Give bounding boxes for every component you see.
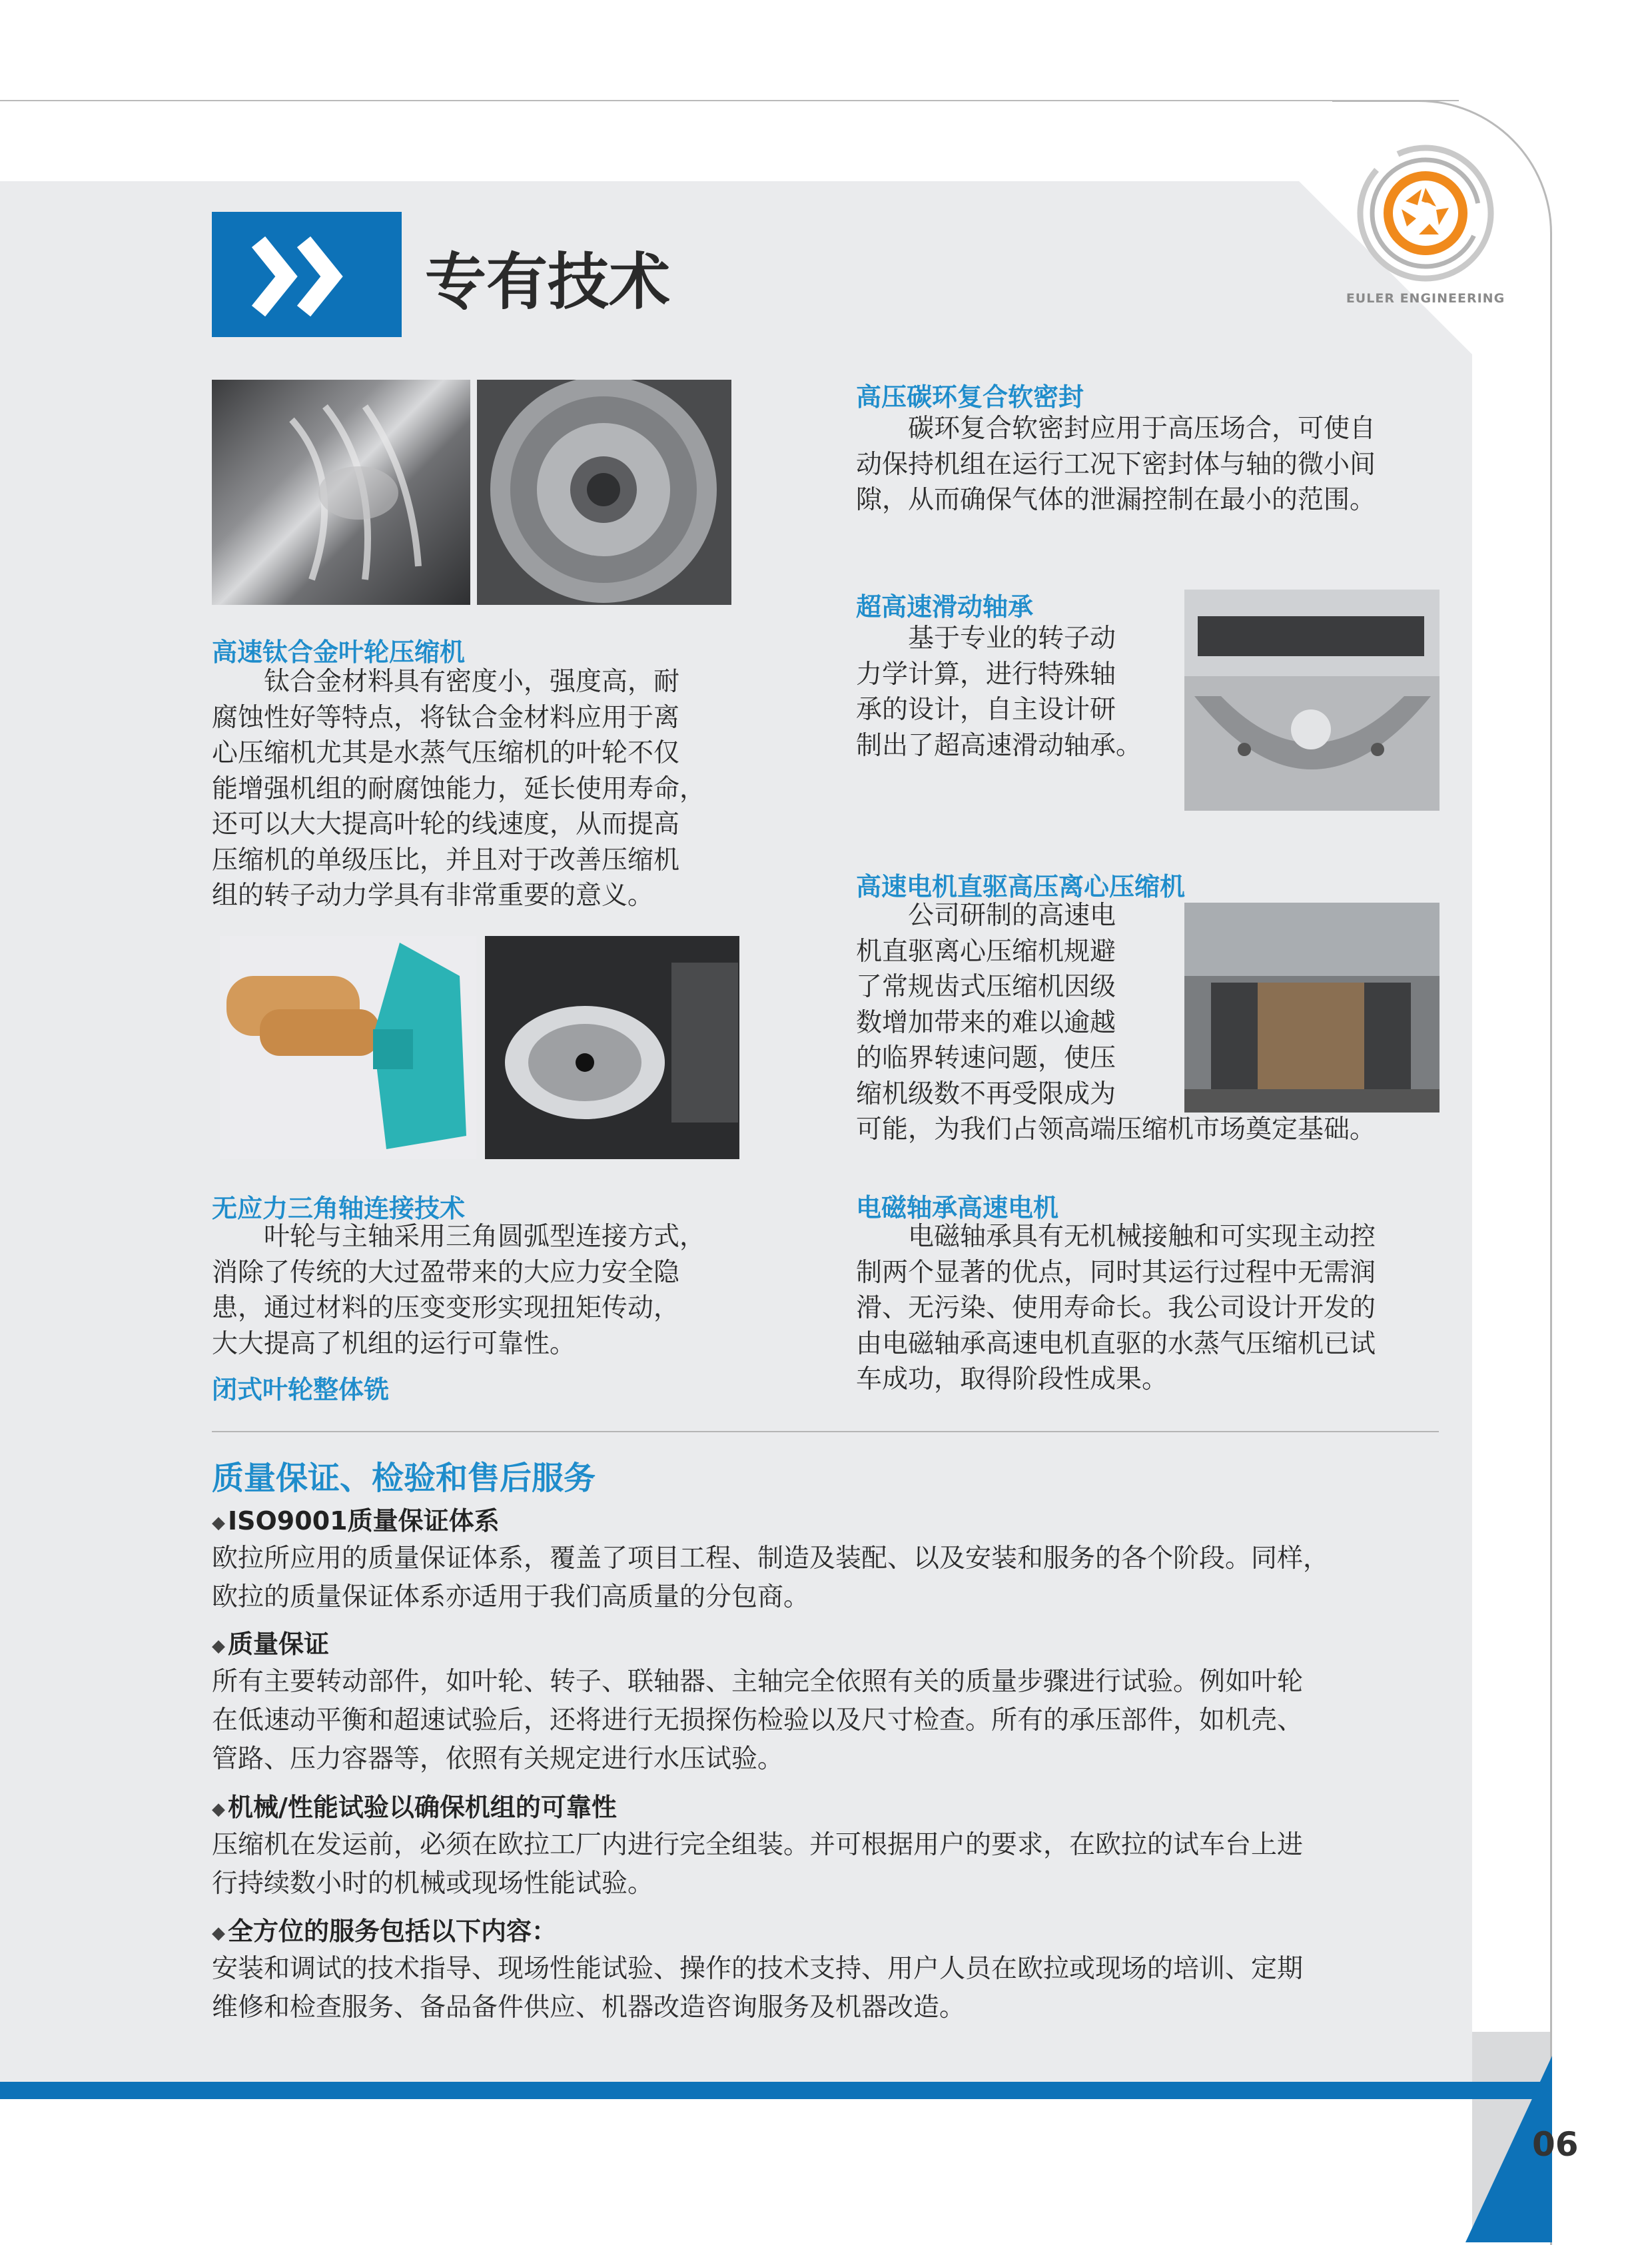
text-line: 消除了传统的大过盈带来的大应力安全隐	[212, 1257, 680, 1288]
left-s2-title: 无应力三角轴连接技术	[212, 1194, 466, 1223]
page-number: 06	[1532, 2125, 1579, 2164]
euler-logo-icon	[1352, 140, 1499, 286]
logo-text: EULER ENGINEERING	[1346, 291, 1505, 306]
text-line: 公司研制的高速电	[908, 901, 1116, 931]
text-line: 压缩机在发运前，必须在欧拉工厂内进行完全组装。并可根据用户的要求，在欧拉的试车台上进	[212, 1830, 1304, 1860]
quality-subheading: ◆ 质量保证	[212, 1629, 330, 1659]
photo-direct-drive-compressor	[1184, 903, 1440, 1113]
left-s1-body	[212, 664, 771, 914]
text-line: 制两个显著的优点，同时其运行过程中无需润	[856, 1257, 1376, 1288]
text-line: 由电磁轴承高速电机直驱的水蒸气压缩机已试	[856, 1328, 1376, 1359]
frame-right-line	[1550, 280, 1552, 2245]
quality-item-iso9001	[212, 1500, 1451, 1617]
text-line: 机直驱离心压缩机规避	[856, 936, 1116, 967]
right-s4-body	[856, 1219, 1455, 1398]
text-line: 的临界转速问题，使压	[856, 1043, 1116, 1073]
right-s2-title: 超高速滑动轴承	[856, 592, 1034, 622]
section-divider	[212, 1431, 1439, 1432]
text-line: 碳环复合软密封应用于高压场合，可使自	[908, 414, 1376, 444]
text-line: 叶轮与主轴采用三角圆弧型连接方式，	[264, 1222, 706, 1252]
text-line: 管路、压力容器等，依照有关规定进行水压试验。	[212, 1744, 784, 1774]
photo-closed-impeller	[485, 936, 739, 1159]
text-line: 心压缩机尤其是水蒸气压缩机的叶轮不仅	[212, 738, 680, 768]
text-line: 制出了超高速滑动轴承。	[856, 730, 1142, 761]
quality-item-assurance	[212, 1623, 1451, 1779]
text-line: 欧拉的质量保证体系亦适用于我们高质量的分包商。	[212, 1582, 810, 1612]
text-line: 承的设计，自主设计研	[856, 695, 1116, 725]
footer-blue-bar	[0, 2082, 1552, 2099]
text-line: 动保持机组在运行工况下密封体与轴的微小间	[856, 449, 1376, 480]
text-line: 还可以大大提高叶轮的线速度，从而提高	[212, 809, 680, 839]
diamond-bullet-icon: ◆	[212, 1635, 225, 1656]
frame-top-line	[0, 100, 1459, 101]
right-s3-title: 高速电机直驱高压离心压缩机	[856, 872, 1186, 901]
quality-subheading: ◆ 全方位的服务包括以下内容：	[212, 1917, 558, 1946]
text-line: 腐蚀性好等特点，将钛合金材料应用于离	[212, 702, 680, 733]
text-line: 缩机级数不再受限成为	[856, 1079, 1116, 1109]
text-line: 隙，从而确保气体的泄漏控制在最小的范围。	[856, 485, 1376, 515]
text-line: 力学计算，进行特殊轴	[856, 659, 1116, 689]
text-line: 车成功，取得阶段性成果。	[856, 1364, 1168, 1394]
left-s2-body	[212, 1219, 771, 1362]
text-line: 数增加带来的难以逾越	[856, 1007, 1116, 1038]
text-line: 患，通过材料的压变变形实现扭矩传动，	[212, 1293, 680, 1323]
diamond-bullet-icon: ◆	[212, 1512, 225, 1533]
text-line: 维修和检查服务、备品备件供应、机器改造咨询服务及机器改造。	[212, 1993, 966, 2022]
photo-triangle-shaft-cad	[220, 936, 476, 1159]
text-line: 所有主要转动部件，如叶轮、转子、联轴器、主轴完全依照有关的质量步骤进行试验。例如叶轮	[212, 1667, 1304, 1697]
text-line: 压缩机的单级压比，并且对于改善压缩机	[212, 845, 680, 875]
left-s1-title: 高速钛合金叶轮压缩机	[212, 638, 466, 667]
text-line: 组的转子动力学具有非常重要的意义。	[212, 881, 654, 911]
text-line: 在低速动平衡和超速试验后，还将进行无损探伤检验以及尺寸检查。所有的承压部件，如机壳、	[212, 1705, 1304, 1735]
text-line: 能增强机组的耐腐蚀能力，延长使用寿命，	[212, 773, 706, 804]
left-s3-title: 闭式叶轮整体铣	[212, 1375, 390, 1404]
quality-subheading: ◆ 机械/性能试验以确保机组的可靠性	[212, 1793, 617, 1822]
double-chevron-icon	[245, 236, 365, 316]
quality-section-title: 质量保证、检验和售后服务	[212, 1460, 596, 1497]
diamond-bullet-icon: ◆	[212, 1923, 225, 1943]
right-s1-body	[856, 411, 1455, 518]
text-line: 行持续数小时的机械或现场性能试验。	[212, 1869, 654, 1899]
text-line: 了常规齿式压缩机因级	[856, 972, 1116, 1002]
photo-sliding-bearing	[1184, 590, 1440, 811]
text-line: 基于专业的转子动	[908, 624, 1116, 654]
text-line: 可能，为我们占领高端压缩机市场奠定基础。	[856, 1115, 1376, 1144]
text-line: 电磁轴承具有无机械接触和可实现主动控	[908, 1222, 1376, 1252]
text-line: 大大提高了机组的运行可靠性。	[212, 1328, 576, 1359]
page-title: 专有技术	[425, 246, 671, 318]
photo-impeller-disc	[477, 380, 731, 605]
text-line: 欧拉所应用的质量保证体系，覆盖了项目工程、制造及装配、以及安装和服务的各个阶段。同样，	[212, 1544, 1330, 1573]
quality-item-mechanical-test	[212, 1787, 1451, 1903]
text-line: 钛合金材料具有密度小，强度高，耐	[264, 667, 680, 697]
diamond-bullet-icon: ◆	[212, 1799, 225, 1819]
photo-titanium-impeller	[212, 380, 470, 605]
right-s4-title: 电磁轴承高速电机	[856, 1193, 1059, 1222]
right-s1-title: 高压碳环复合软密封	[856, 382, 1084, 412]
text-line: 滑、无污染、使用寿命长。我公司设计开发的	[856, 1293, 1376, 1323]
right-s2-body	[856, 621, 1189, 763]
quality-item-services	[212, 1911, 1451, 2027]
text-line: 安装和调试的技术指导、现场性能试验、操作的技术支持、用户人员在欧拉或现场的培训、定期	[212, 1954, 1304, 1984]
quality-subheading: ◆ ISO9001质量保证体系	[212, 1506, 500, 1536]
